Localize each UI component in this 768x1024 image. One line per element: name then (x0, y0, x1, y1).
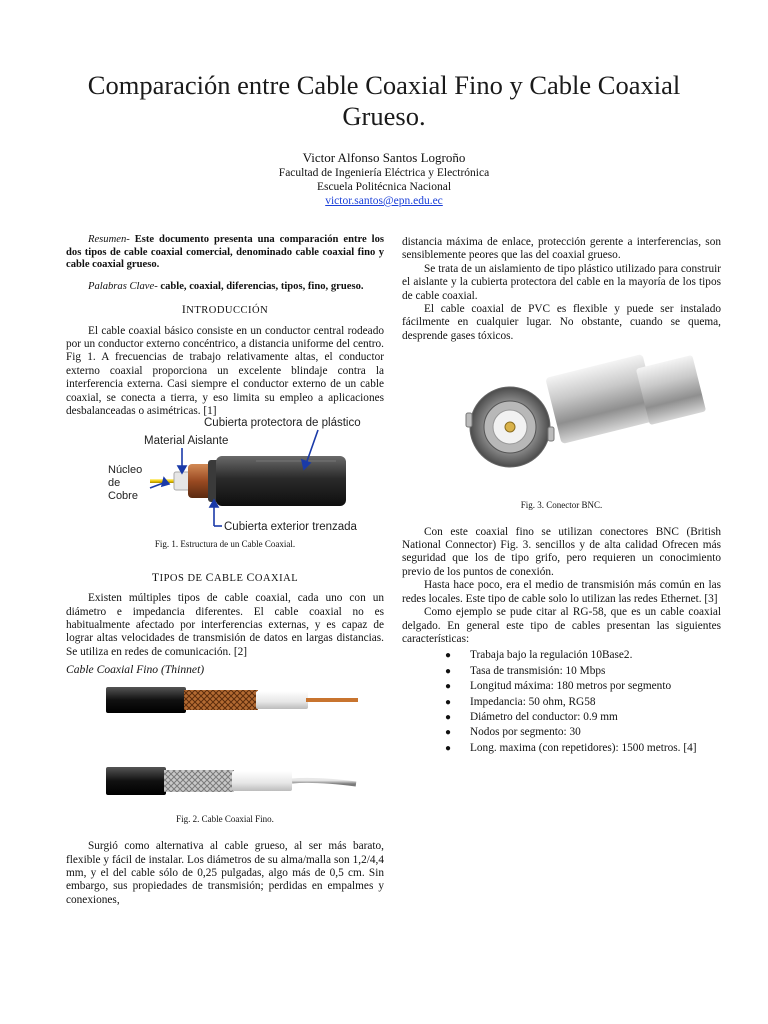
figure-2-caption: Fig. 2. Cable Coaxial Fino. (176, 813, 274, 824)
fig1-label-cubierta: Cubierta protectora de plástico (204, 417, 361, 430)
section-heading-introduccion: INTRODUCCIÓN (181, 302, 269, 317)
keywords (66, 280, 384, 293)
figure-3-caption: Fig. 3. Conector BNC. (520, 500, 603, 511)
fig1-label-de: de (108, 477, 121, 490)
section-heading-tipos: TIPOS DE CABLE COAXIAL (151, 569, 299, 584)
list-item: ● Trabaja bajo la regulación 10Base2. (445, 649, 633, 662)
affiliation-faculty: Facultad de Ingeniería Eléctrica y Electrónica (278, 167, 490, 179)
fig1-label-exterior: Cubierta exterior trenzada (224, 521, 357, 534)
pvc-paragraph: El cable coaxial de PVC es flexible y puede ser instalado fácilmente en cualquier lugar. No obstante, cuando se quema, desprende gases tóxicos. (402, 303, 721, 342)
list-item: ● Impedancia: 50 ohm, RG58 (445, 695, 596, 708)
intro-paragraph: El cable coaxial básico consiste en un conductor central rodeado por un conductor externo concéntrico, a distancia uniforme del centro. Fig 1. A frecuencias de trabajo relativamente altas, el conductor externo coaxial proporciona un excelente blindaje contra la interferencia externa. Casi siempre el conductor externo de un cable coaxial, se conecta a tierra, y eso limita su empleo a aplicaciones desbalanceadas o asimétricas. [1] (66, 324, 384, 418)
list-item: ● Nodos por segmento: 30 (445, 726, 581, 739)
figure-1-coaxial-structure (66, 416, 384, 536)
abstract (66, 234, 384, 272)
list-item: ● Diámetro del conductor: 0.9 mm (445, 710, 618, 723)
figure-3-bnc-connector (402, 349, 721, 485)
fig1-label-aislante: Material Aislante (144, 435, 229, 448)
rg58-paragraph: Como ejemplo se pude citar al RG-58, que es un cable coaxial delgado. En general este tipo de cables presentan las siguientes características: (402, 606, 721, 645)
thin-cable-paragraph: Surgió como alternativa al cable grueso, al ser más barato, flexible y fácil de instalar. Los diámetros de su alma/malla son 1,2/4,4 mm, y el del cable sólo de 0,25 pulgadas, algo más de 0,5 cm. Sin embargo, sus propiedades de transmisión; perdidas en empalmes y conexiones, (66, 840, 384, 906)
list-item: ● Long. maxima (con repetidores): 1500 metros. [4] (445, 741, 697, 754)
author-email-line (0, 195, 768, 208)
keywords-label: Palabras Clave- (88, 280, 158, 292)
author-email-link[interactable]: victor.santos@epn.edu.ec (325, 195, 443, 207)
affiliation-school: Escuela Politécnica Nacional (316, 181, 452, 193)
abstract-label: Resumen- (88, 234, 130, 245)
author-name: Victor Alfonso Santos Logroño (302, 150, 466, 165)
features-list (402, 648, 721, 756)
ethernet-paragraph: Hasta hace poco, era el medio de transmisión más común en las redes locales. Este tipo de cable solo lo utilizan las redes Ethernet. [3] (402, 579, 721, 605)
plastic-insulation-paragraph: Se trata de un aislamiento de tipo plástico utilizado para construir el aislante y la cubierta protectora del cable en la mayoría de los tipos de cable coaxial. (402, 262, 721, 302)
abstract-text: Este documento presenta una comparación entre los dos tipos de cable coaxial comercial, denominado cable coaxial fino y cable coaxial grueso. (66, 234, 384, 271)
figure-2-thin-coaxial-cables (66, 681, 384, 813)
list-item: ● Tasa de transmisión: 10 Mbps (445, 664, 606, 677)
continued-paragraph: distancia máxima de enlace, protección gerente a interferencias, son sensiblemente peores que las del coaxial grueso. (402, 236, 721, 262)
figure-1-caption: Fig. 1. Estructura de un Cable Coaxial. (154, 539, 296, 550)
keywords-text: cable, coaxial, diferencias, tipos, fino, grueso. (157, 280, 364, 292)
list-item: ● Longitud máxima: 180 metros por segmento (445, 680, 672, 693)
left-column (66, 234, 384, 907)
subheading-thinnet: Cable Coaxial Fino (Thinnet) (66, 663, 205, 677)
fig1-label-nucleo: Núcleo (108, 464, 143, 477)
right-column (402, 236, 721, 756)
bnc-paragraph: Con este coaxial fino se utilizan conectores BNC (British National Connector) Fig. 3. sencillos y de alta calidad Ofrecen más seguridad que los de tipo grifo, pero requieren un conocimiento previo de los puntos de conexión. (402, 525, 721, 578)
fig1-label-cobre: Cobre (108, 490, 138, 503)
paper-title: Comparación entre Cable Coaxial Fino y Cable Coaxial Grueso. (87, 70, 681, 131)
types-paragraph: Existen múltiples tipos de cable coaxial, cada uno con un diámetro e impedancia diferentes. El cable coaxial no es habitualmente afectado por interferencias externas, y es capaz de lograr altas velocidades de transmisión de datos en largas distancias. Se utiliza en redes de comunicación. [2] (66, 592, 384, 658)
